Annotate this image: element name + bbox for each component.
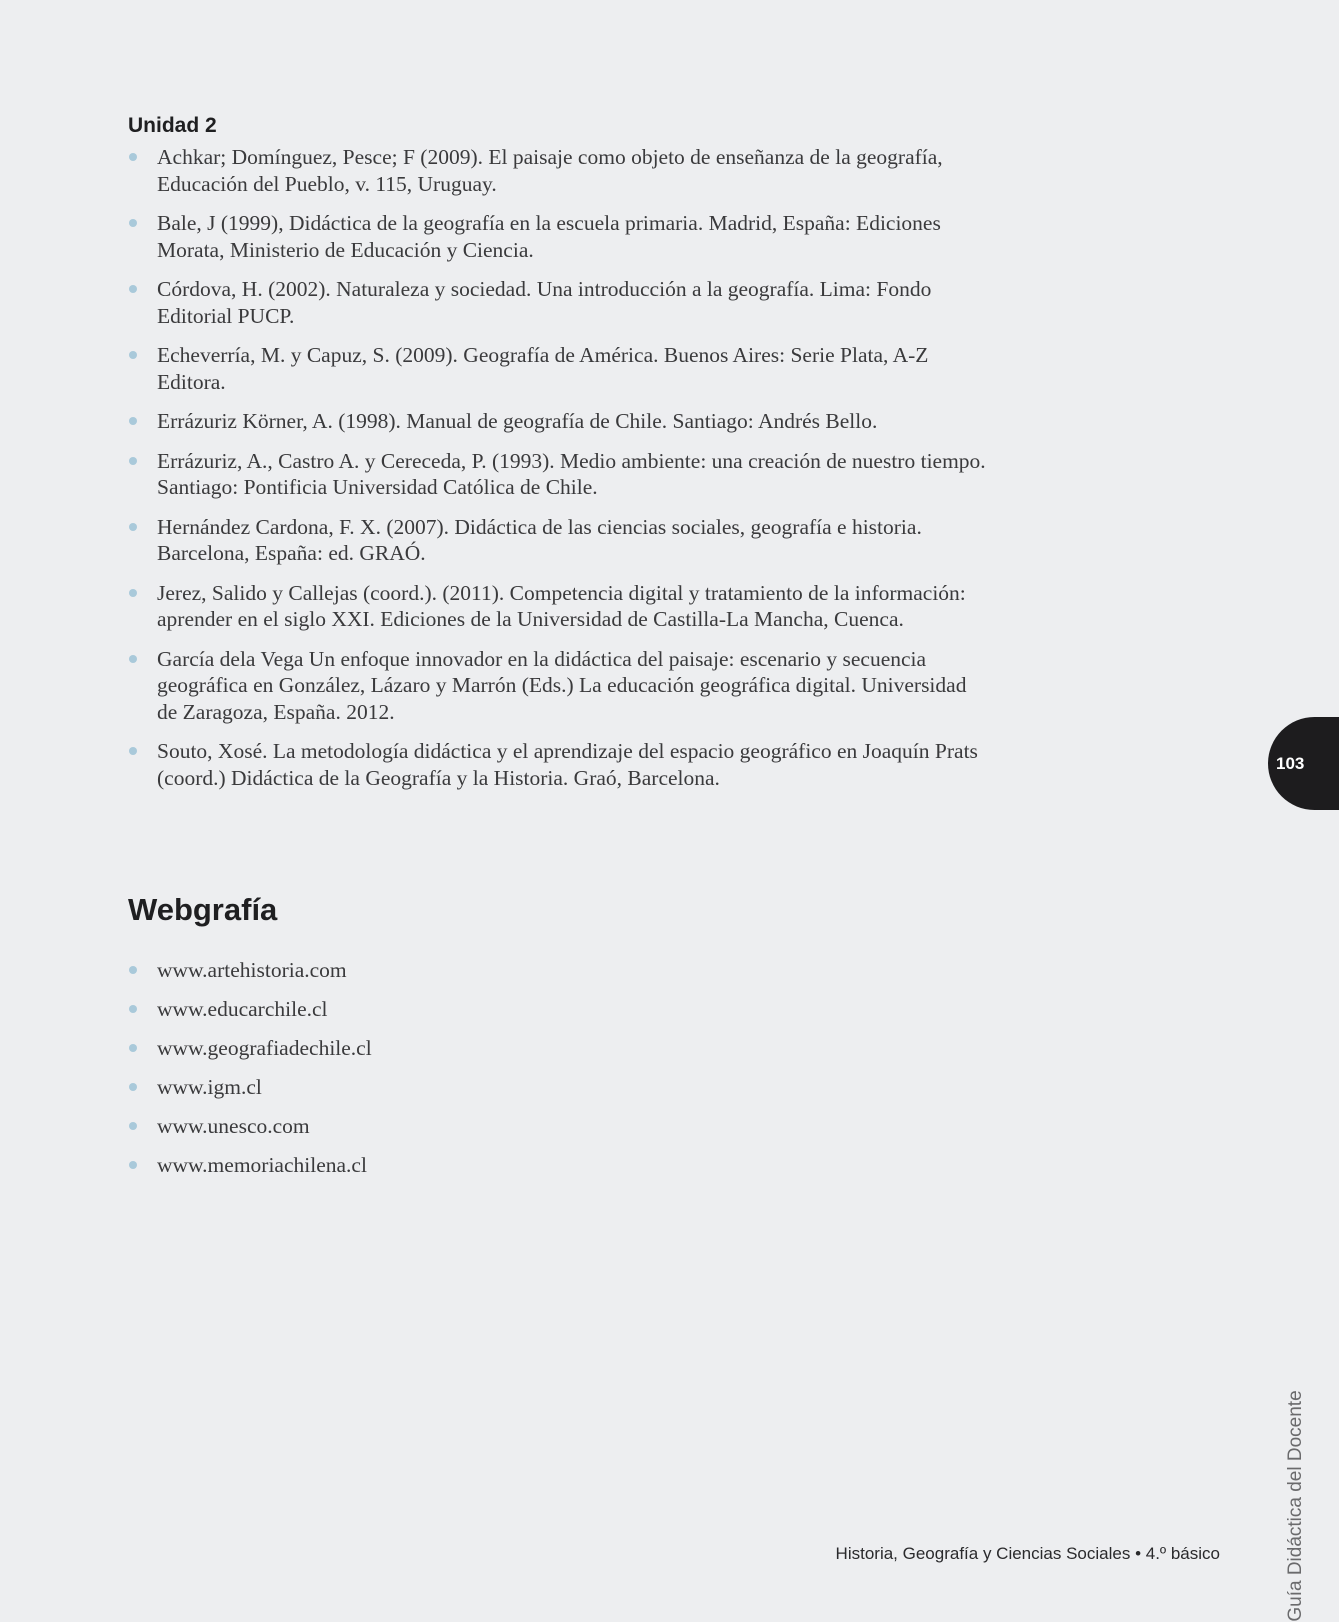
bullet-dot-icon (129, 417, 137, 425)
bullet-dot-icon (129, 1122, 137, 1130)
bullet-dot-icon (129, 1083, 137, 1091)
reference-text: Errázuriz, A., Castro A. y Cereceda, P. (1993). Medio ambiente: una creación de nuestro tiempo. Santiago: Pontificia Universidad Católica de Chile. (157, 448, 986, 499)
reference-item (128, 646, 988, 726)
bullet-dot-icon (129, 1044, 137, 1052)
reference-item (128, 448, 988, 501)
reference-item (128, 276, 988, 329)
reference-text: Souto, Xosé. La metodología didáctica y el aprendizaje del espacio geográfico en Joaquín Prats (coord.) Didáctica de la Geografía y la Historia. Graó, Barcelona. (157, 739, 978, 790)
web-link-item (128, 1035, 828, 1061)
page-number-tab (1268, 717, 1339, 810)
side-running-title: Guía Didáctica del Docente (1285, 1390, 1306, 1622)
web-link-item (128, 1152, 828, 1178)
bullet-dot-icon (129, 1005, 137, 1013)
unit-heading: Unidad 2 (128, 114, 217, 137)
reference-item (128, 144, 988, 197)
reference-text: García dela Vega Un enfoque innovador en la didáctica del paisaje: escenario y secuencia geográfica en González, Lázaro y Marrón (Eds.) La educación geográfica digital. Universidad de Zaragoza, España. 2012. (157, 646, 967, 724)
bullet-dot-icon (129, 655, 137, 663)
bullet-dot-icon (129, 523, 137, 531)
web-link-item (128, 1074, 828, 1100)
reference-text: Jerez, Salido y Callejas (coord.). (2011). Competencia digital y tratamiento de la información: aprender en el siglo XXI. Ediciones de la Universidad de Castilla-La Mancha, Cuenca. (157, 580, 966, 631)
webgrafia-heading: Webgrafía (128, 892, 278, 927)
webgrafia-section (128, 957, 828, 1191)
reference-text: Córdova, H. (2002). Naturaleza y sociedad. Una introducción a la geografía. Lima: Fondo Editorial PUCP. (157, 277, 932, 328)
bibliography-section (128, 112, 988, 804)
reference-item (128, 210, 988, 263)
reference-text: Bale, J (1999), Didáctica de la geografía en la escuela primaria. Madrid, España: Ediciones Morata, Ministerio de Educación y Ciencia. (157, 211, 941, 262)
reference-item (128, 342, 988, 395)
bullet-dot-icon (129, 747, 137, 755)
web-link-text: www.geografiadechile.cl (157, 1036, 372, 1060)
reference-text: Echeverría, M. y Capuz, S. (2009). Geografía de América. Buenos Aires: Serie Plata, A-Z Editora. (157, 343, 929, 394)
web-link-text: www.igm.cl (157, 1075, 262, 1099)
reference-list (128, 144, 988, 791)
bullet-dot-icon (129, 219, 137, 227)
web-link-item (128, 957, 828, 983)
web-link-item (128, 1113, 828, 1139)
web-link-text: www.educarchile.cl (157, 997, 328, 1021)
bullet-dot-icon (129, 589, 137, 597)
reference-text: Hernández Cardona, F. X. (2007). Didáctica de las ciencias sociales, geografía e historia. Barcelona, España: ed. GRAÓ. (157, 514, 922, 565)
page-number: 103 (1276, 753, 1305, 773)
reference-text: Errázuriz Körner, A. (1998). Manual de geografía de Chile. Santiago: Andrés Bello. (157, 409, 878, 433)
bullet-dot-icon (129, 1161, 137, 1169)
bullet-dot-icon (129, 153, 137, 161)
bullet-dot-icon (129, 285, 137, 293)
reference-text: Achkar; Domínguez, Pesce; F (2009). El paisaje como objeto de enseñanza de la geografía, Educación del Pueblo, v. 115, Uruguay. (157, 145, 943, 196)
reference-item (128, 408, 988, 435)
reference-item (128, 580, 988, 633)
web-link-list (128, 957, 828, 1178)
web-link-text: www.artehistoria.com (157, 958, 347, 982)
page-footer: Historia, Geografía y Ciencias Sociales • 4.º básico (835, 1544, 1220, 1563)
bullet-dot-icon (129, 351, 137, 359)
web-link-item (128, 996, 828, 1022)
reference-item (128, 738, 988, 791)
reference-item (128, 514, 988, 567)
bullet-dot-icon (129, 966, 137, 974)
web-link-text: www.unesco.com (157, 1114, 310, 1138)
web-link-text: www.memoriachilena.cl (157, 1153, 367, 1177)
bullet-dot-icon (129, 457, 137, 465)
